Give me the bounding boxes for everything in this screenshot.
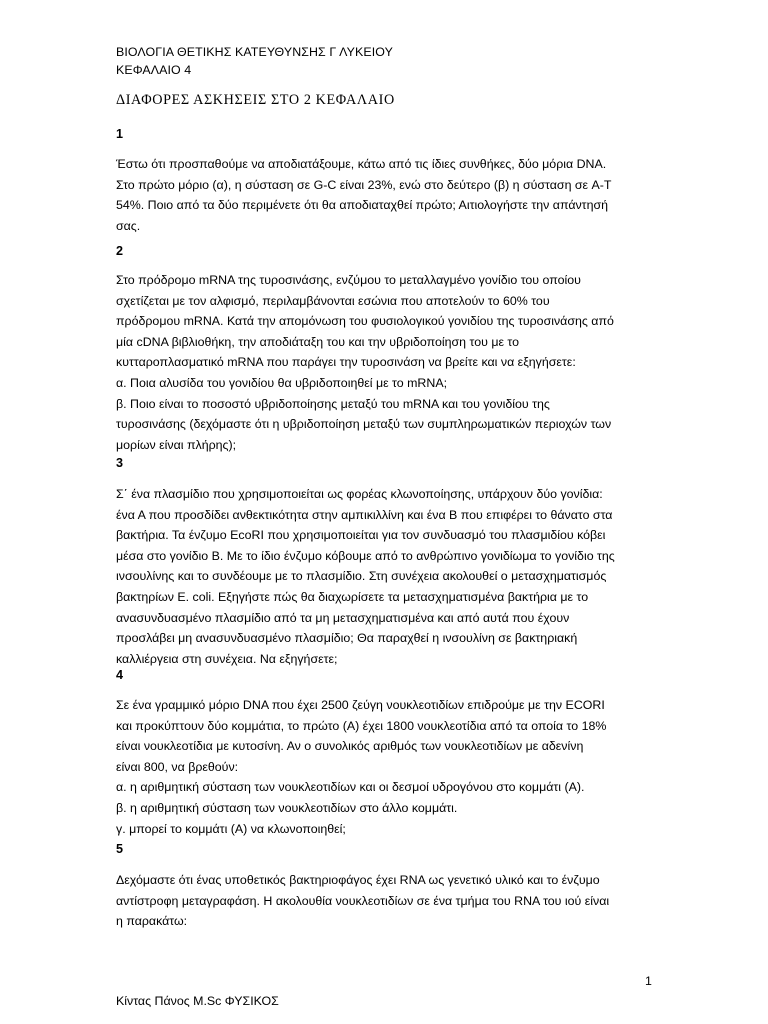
- text-line: ινσουλίνης και το συνδέουμε με το πλασμίδιο. Στη συνέχεια ακολουθεί ο μετασχηματισμός: [116, 569, 607, 584]
- page-number: 1: [645, 974, 652, 988]
- document-title: ΔΙΑΦΟΡΕΣ ΑΣΚΗΣΕΙΣ ΣΤΟ 2 ΚΕΦΑΛΑΙΟ: [116, 92, 395, 108]
- text-line: τυροσινάσης (δεχόμαστε ότι η υβριδοποίηση μεταξύ των συμπληρωματικών περιοχών των: [116, 417, 612, 432]
- text-line: β. η αριθμητική σύσταση των νουκλεοτιδίων στο άλλο κομμάτι.: [116, 800, 458, 815]
- text-line: α. Ποια αλυσίδα του γονιδίου θα υβριδοποιηθεί με το mRNA;: [116, 375, 448, 390]
- question-number: 4: [116, 668, 124, 682]
- text-line: Στο πρώτο μόριο (α), η σύσταση σε G-C είναι 23%, ενώ στο δεύτερο (β) η σύσταση σε A-T: [116, 177, 612, 192]
- question-text: [116, 484, 656, 669]
- question-number: 3: [116, 456, 124, 470]
- text-line: σχετίζεται με τον αλφισμό, περιλαμβάνονται εσώνια που αποτελούν το 60% του: [116, 293, 550, 308]
- text-line: βακτήρια. Τα ένζυμο EcoRI που χρησιμοποιείται για τον συνδυασμό του πλασμιδίου κόβει: [116, 528, 606, 543]
- text-line: ένα Α που προσδίδει ανθεκτικότητα στην αμπικιλλίνη και ένα Β που επιφέρει το θάνατο στα: [116, 507, 613, 522]
- text-line: 54%. Ποιο από τα δύο περιμένετε ότι θα αποδιαταχθεί πρώτο; Αιτιολογήστε την απάντησή: [116, 198, 609, 213]
- text-line: α. η αριθμητική σύσταση των νουκλεοτιδίων και οι δεσμοί υδρογόνου στο κομμάτι (Α).: [116, 780, 585, 795]
- text-line: είναι νουκλεοτίδια με κυτοσίνη. Αν ο συνολικός αριθμός των νουκλεοτιδίων με αδενίνη: [116, 739, 584, 754]
- document-header: [116, 43, 393, 79]
- text-line: σας.: [116, 218, 141, 233]
- text-line: Δεχόμαστε ότι ένας υποθετικός βακτηριοφάγος έχει RNA ως γενετικό υλικό και το ένζυμο: [116, 873, 600, 887]
- text-line: βακτηρίων E. coli. Εξηγήστε πώς θα διαχωρίσετε τα μετασχηματισμένα βακτήρια με το: [116, 589, 589, 604]
- text-line: β. Ποιο είναι το ποσοστό υβριδοποίησης μεταξύ του mRNA και του γονιδίου της: [116, 396, 550, 411]
- text-line: Σ΄ ένα πλασμίδιο που χρησιμοποιείται ως φορέας κλωνοποίησης, υπάρχουν δύο γονίδια:: [116, 487, 603, 501]
- text-line: Στο πρόδρομο mRNA της τυροσινάσης, ενζύμου το μεταλλαγμένο γονίδιο του οποίου: [116, 273, 581, 287]
- question-text: [116, 154, 656, 236]
- question-number: 5: [116, 842, 124, 856]
- text-line: προσλάβει μη ανασυνδυασμένο πλασμίδιο; Θα παραχθεί η ινσουλίνη σε βακτηριακή: [116, 631, 578, 646]
- text-line: Έστω ότι προσπαθούμε να αποδιατάξουμε, κάτω από τις ίδιες συνθήκες, δύο μόρια DNA.: [116, 157, 607, 171]
- text-line: αντίστροφη μεταγραφάση. Η ακολουθία νουκλεοτιδίων σε ένα τμήμα του RNA του ιού είναι: [116, 893, 610, 908]
- text-line: γ. μπορεί το κομμάτι (Α) να κλωνοποιηθεί;: [116, 821, 346, 836]
- text-line: μέσα στο γονίδιο Β. Με το ίδιο ένζυμο κόβουμε από το ανθρώπινο γονιδίωμα το γονίδιο της: [116, 548, 615, 563]
- question-text: [116, 270, 656, 455]
- text-line: πρόδρομου mRNA. Κατά την απομόνωση του φυσιολογικού γονιδίου της τυροσινάσης από: [116, 314, 614, 329]
- text-line: είναι 800, να βρεθούν:: [116, 759, 239, 774]
- text-line: ανασυνδυασμένο πλασμίδιο από τα μη μετασχηματισμένα και από αυτά που έχουν: [116, 610, 570, 625]
- header-chapter: ΚΕΦΑΛΑΙΟ 4: [116, 63, 192, 77]
- text-line: μία cDNA βιβλιοθήκη, την αποδιάταξη του και την υβριδοποίηση του με το: [116, 334, 520, 349]
- question-number: 1: [116, 127, 124, 141]
- text-line: μορίων είναι πλήρης);: [116, 437, 237, 452]
- document-footer: Κίντας Πάνος M.Sc ΦΥΣΙΚΟΣ: [116, 994, 279, 1008]
- text-line: κυτταροπλασματικό mRNA που παράγει την τυροσινάση να βρείτε και να εξηγήσετε:: [116, 355, 576, 370]
- text-line: και προκύπτουν δύο κομμάτια, το πρώτο (Α) έχει 1800 νουκλεοτίδια από τα οποία το 18%: [116, 718, 607, 733]
- question-text: [116, 695, 656, 839]
- text-line: Σε ένα γραμμικό μόριο DNA που έχει 2500 ζεύγη νουκλεοτιδίων επιδρούμε με την ECORI: [116, 698, 605, 712]
- question-number: 2: [116, 244, 124, 258]
- question-text: [116, 870, 656, 932]
- header-subject: ΒΙΟΛΟΓΙΑ ΘΕΤΙΚΗΣ ΚΑΤΕΥΘΥΝΣΗΣ Γ ΛΥΚΕΙΟΥ: [116, 45, 393, 59]
- text-line: η παρακάτω:: [116, 914, 188, 929]
- text-line: καλλιέργεια στη συνέχεια. Να εξηγήσετε;: [116, 651, 338, 666]
